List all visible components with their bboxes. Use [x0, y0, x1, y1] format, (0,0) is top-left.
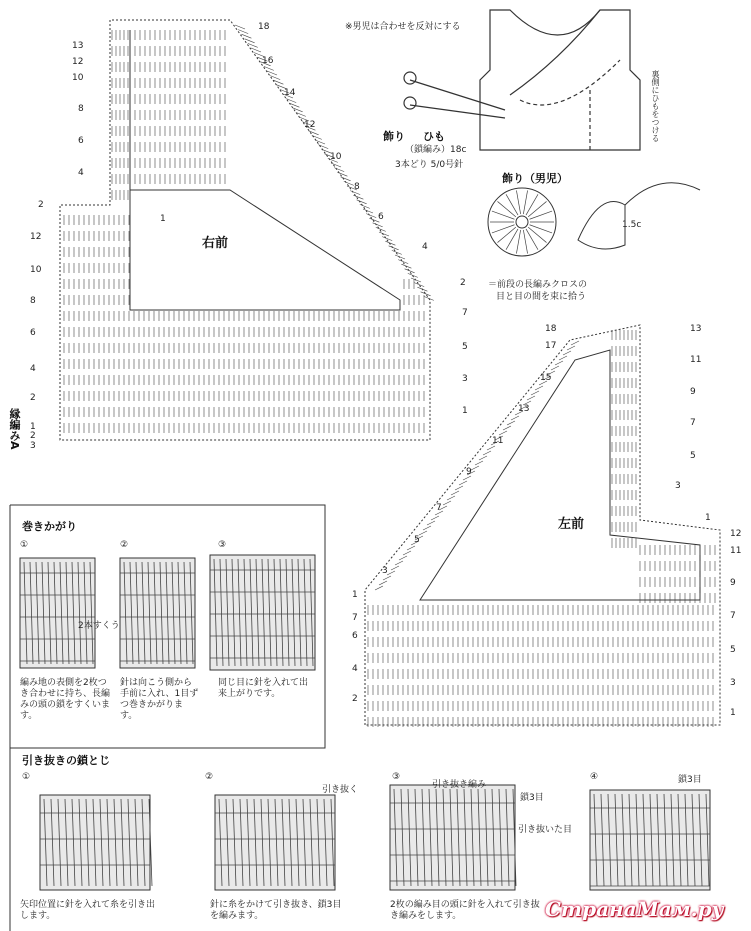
slip-step2-label: 引き抜く: [322, 785, 359, 795]
whip-step1: ①: [20, 540, 29, 550]
row-number: 8: [78, 104, 84, 114]
row-number: 2: [460, 278, 466, 288]
row-number: 9: [690, 387, 696, 397]
whip-step2: ②: [120, 540, 129, 550]
row-number: 11: [730, 546, 742, 556]
row-number: 1: [352, 590, 358, 600]
row-number: 7: [352, 613, 358, 623]
row-number: 2: [38, 200, 44, 210]
row-number: 6: [352, 631, 358, 641]
border-a-label: 縁編みA: [8, 408, 21, 450]
slip-step2: ②: [205, 772, 214, 782]
tie-label: ひも: [423, 130, 445, 143]
row-number: 11: [690, 355, 702, 365]
row-number: 12: [72, 57, 84, 67]
note-top: ※男児は合わせを反対にする: [345, 22, 461, 32]
whip-title: 巻きかがり: [22, 520, 77, 533]
left-front-stitch-rows: [368, 330, 715, 727]
cross-note-1: ＝前段の長編みクロスの: [488, 280, 588, 290]
slip-step3-label-a: 引き抜き編み: [432, 780, 487, 790]
whip-step1-text: 編み地の表側を2枚つき合わせに持ち、長編みの頭の鎖をすくいます。: [20, 678, 111, 721]
row-number: 9: [466, 467, 472, 477]
row-number: 13: [690, 324, 702, 334]
row-number: 5: [414, 535, 420, 545]
row-number: 5: [462, 342, 468, 352]
row-number: 4: [352, 664, 358, 674]
right-front-label: 右前: [202, 236, 229, 251]
slip-step1-text: 矢印位置に針を入れて糸を引き出します。: [20, 900, 156, 921]
slip-step2-text: 針に糸をかけて引き抜き、鎖3目を編みます。: [210, 900, 342, 921]
row-number: 9: [730, 578, 736, 588]
size-label: 1.5c: [622, 220, 642, 230]
row-number: 16: [262, 56, 274, 66]
right-front-stitch-rows: [64, 25, 434, 433]
slip-step3: ③: [392, 772, 401, 782]
row-number: 3: [730, 678, 736, 688]
row-number: 5: [730, 645, 736, 655]
row-number: 1: [30, 422, 36, 432]
row-number: 3: [30, 441, 36, 451]
slip-step3-label-b: 鎖3目: [520, 793, 544, 803]
row-number: 2: [30, 431, 36, 441]
row-number: 7: [462, 308, 468, 318]
row-number: 2: [30, 393, 36, 403]
row-number: 7: [730, 611, 736, 621]
decoration-motif: [488, 183, 700, 256]
slip-step4: ④: [590, 772, 599, 782]
row-number: 5: [690, 451, 696, 461]
slip-step3-text: 2枚の編み目の頭に針を入れて引き抜き編みをします。: [390, 900, 540, 921]
whip-step2-text: 針は向こう側から手前に入れ、1目ずつ巻きかがります。: [120, 678, 199, 721]
watermark: СтранаМам.ру: [545, 897, 724, 921]
row-number: 10: [330, 152, 342, 162]
slip-step3-label-c: 引き抜いた目: [518, 825, 573, 835]
slip-title: 引き抜きの鎖とじ: [22, 754, 110, 767]
inner-tie-label: 裏側にひもをつける: [651, 70, 660, 142]
row-number: 11: [492, 436, 504, 446]
row-number: 2: [352, 694, 358, 704]
row-number: 14: [284, 88, 296, 98]
left-front-chart: [365, 325, 720, 727]
whip-step3-text: 同じ目に針を入れて出来上がりです。: [218, 678, 309, 699]
row-number: 12: [730, 529, 742, 539]
row-number: 6: [78, 136, 84, 146]
right-front-chart: [60, 20, 434, 440]
row-number: 18: [258, 22, 270, 32]
whip-step1-note: 2本すくう: [78, 621, 120, 631]
whip-step3: ③: [218, 540, 227, 550]
row-number: 3: [675, 481, 681, 491]
left-front-label: 左前: [558, 517, 585, 532]
decoration-boy-label: 飾り（男児）: [502, 172, 568, 185]
row-number: 1: [160, 214, 166, 224]
row-number: 12: [30, 232, 42, 242]
yarn-label: 3本どり 5/0号針: [395, 160, 464, 170]
row-number: 15: [540, 373, 552, 383]
row-number: 12: [304, 120, 316, 130]
row-number: 1: [705, 513, 711, 523]
row-number: 18: [545, 324, 557, 334]
cross-note-2: 目と目の間を束に拾う: [496, 292, 587, 302]
row-number: 6: [378, 212, 384, 222]
decoration-label: 飾り: [383, 130, 405, 143]
row-number: 7: [690, 418, 696, 428]
row-number: 1: [462, 406, 468, 416]
row-number: 3: [382, 566, 388, 576]
row-number: 10: [72, 73, 84, 83]
row-number: 13: [72, 41, 84, 51]
row-number: 13: [518, 404, 530, 414]
row-number: 8: [30, 296, 36, 306]
row-number: 6: [30, 328, 36, 338]
row-number: 3: [462, 374, 468, 384]
row-number: 10: [30, 265, 42, 275]
row-number: 1: [730, 708, 736, 718]
slip-step4-label: 鎖3目: [678, 775, 702, 785]
row-number: 4: [78, 168, 84, 178]
slip-step1: ①: [22, 772, 31, 782]
row-number: 4: [422, 242, 428, 252]
row-number: 7: [436, 503, 442, 513]
row-number: 8: [354, 182, 360, 192]
row-number: 17: [545, 341, 557, 351]
row-number: 4: [30, 364, 36, 374]
tie-chain-label: （鎖編み）18c: [405, 145, 467, 155]
